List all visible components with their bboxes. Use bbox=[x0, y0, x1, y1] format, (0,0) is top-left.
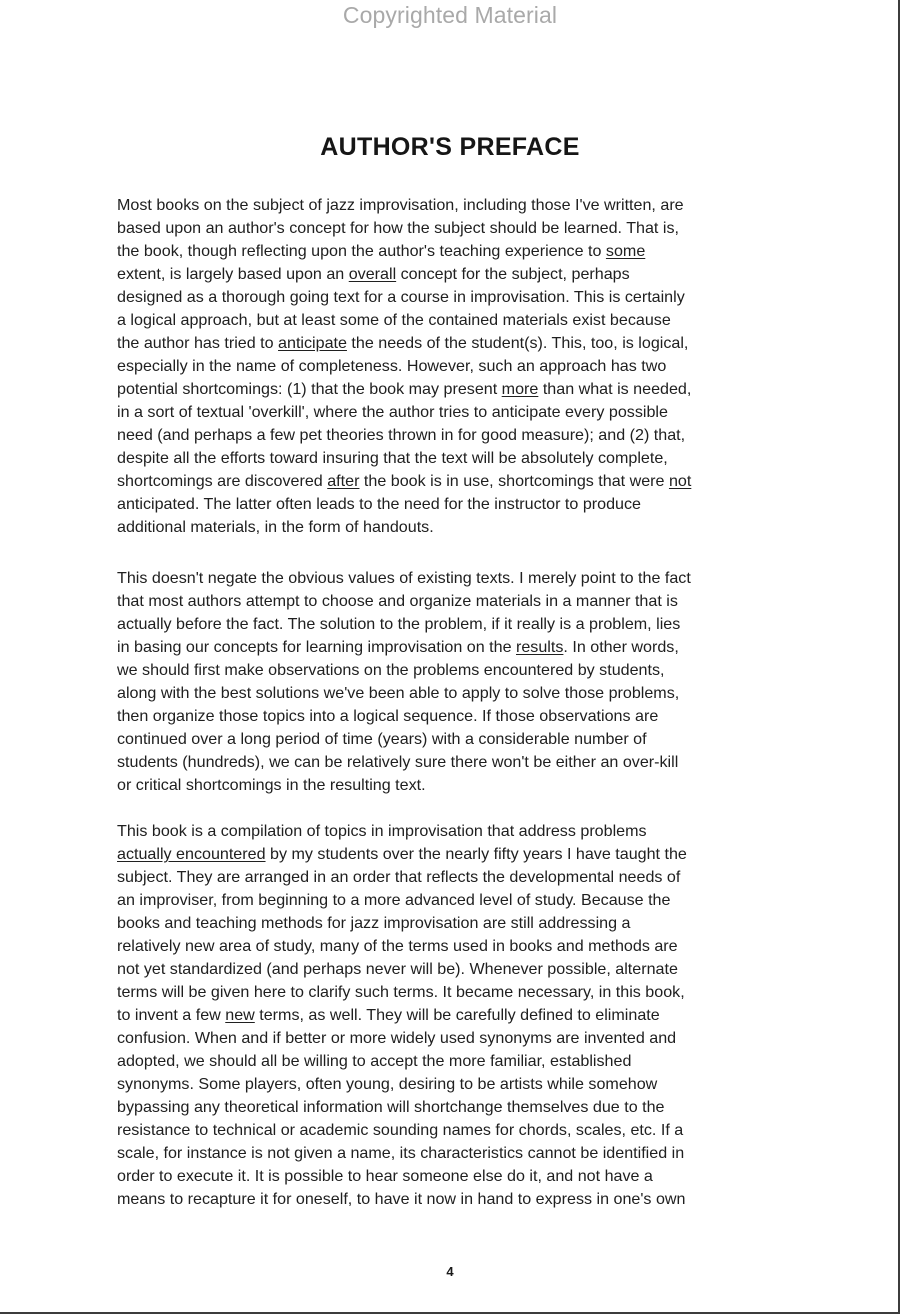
text-line bbox=[117, 774, 797, 797]
underlined-emphasis: after bbox=[327, 472, 360, 490]
text-line bbox=[117, 659, 797, 682]
text-line bbox=[117, 1165, 797, 1188]
text-run: the book is in use, shortcomings that were bbox=[359, 472, 669, 490]
text-run: designed as a thorough going text for a course in improvisation. This is certainly bbox=[117, 288, 685, 306]
text-run: anticipated. The latter often leads to the need for the instructor to produce bbox=[117, 495, 641, 513]
text-line bbox=[117, 705, 797, 728]
text-line bbox=[117, 470, 797, 493]
text-run: adopted, we should all be willing to accept the more familiar, established bbox=[117, 1052, 632, 1070]
underlined-emphasis: not bbox=[668, 472, 692, 490]
text-run: by my students over the nearly fifty years I have taught the bbox=[265, 845, 687, 863]
text-run: that most authors attempt to choose and organize materials in a manner that is bbox=[117, 592, 678, 610]
underlined-emphasis: new bbox=[225, 1006, 255, 1024]
text-line bbox=[117, 1027, 797, 1050]
text-line bbox=[117, 590, 797, 613]
text-run: along with the best solutions we've been able to apply to solve those problems, bbox=[117, 684, 680, 702]
text-line bbox=[117, 613, 797, 636]
text-run: subject. They are arranged in an order that reflects the developmental needs of bbox=[117, 868, 681, 886]
text-line bbox=[117, 309, 797, 332]
text-run: the book, though reflecting upon the author's teaching experience to bbox=[117, 242, 606, 260]
text-run: order to execute it. It is possible to hear someone else do it, and not have a bbox=[117, 1167, 653, 1185]
text-run: terms, as well. They will be carefully defined to eliminate bbox=[254, 1006, 660, 1024]
text-run: extent, is largely based upon an bbox=[117, 265, 349, 283]
text-run: the author has tried to bbox=[117, 334, 279, 352]
text-line bbox=[117, 447, 797, 470]
text-line bbox=[117, 935, 797, 958]
text-line bbox=[117, 1096, 797, 1119]
text-line bbox=[117, 682, 797, 705]
underlined-emphasis: overall bbox=[348, 265, 397, 283]
text-run: in basing our concepts for learning improvisation on the bbox=[117, 638, 516, 656]
underlined-emphasis: some bbox=[605, 242, 646, 260]
text-run: means to recapture it for oneself, to have it now in hand to express in one's own bbox=[117, 1190, 686, 1208]
text-line bbox=[117, 516, 797, 539]
text-line bbox=[117, 981, 797, 1004]
text-line bbox=[117, 332, 797, 355]
text-line bbox=[117, 912, 797, 935]
text-line bbox=[117, 217, 797, 240]
text-run: students (hundreds), we can be relatively sure there won't be either an over-kill bbox=[117, 753, 679, 771]
text-run: in a sort of textual 'overkill', where the author tries to anticipate every possible bbox=[117, 403, 668, 421]
text-run: concept for the subject, perhaps bbox=[396, 265, 630, 283]
text-run: confusion. When and if better or more widely used synonyms are invented and bbox=[117, 1029, 677, 1047]
text-run: terms will be given here to clarify such terms. It became necessary, in this book, bbox=[117, 983, 685, 1001]
text-line bbox=[117, 820, 797, 843]
text-line bbox=[117, 728, 797, 751]
text-run: shortcomings are discovered bbox=[117, 472, 328, 490]
text-run: despite all the efforts toward insuring that the text will be absolutely complete, bbox=[117, 449, 668, 467]
text-run: resistance to technical or academic sounding names for chords, scales, etc. If a bbox=[117, 1121, 684, 1139]
text-run: This doesn't negate the obvious values of existing texts. I merely point to the fact bbox=[117, 569, 691, 587]
underlined-emphasis: more bbox=[501, 380, 539, 398]
text-run: based upon an author's concept for how the subject should be learned. That is, bbox=[117, 219, 679, 237]
text-line bbox=[117, 889, 797, 912]
text-run: not yet standardized (and perhaps never will be). Whenever possible, alternate bbox=[117, 960, 678, 978]
body-paragraph-1 bbox=[117, 194, 797, 539]
text-line bbox=[117, 194, 797, 217]
underlined-emphasis: actually encountered bbox=[117, 845, 266, 863]
text-line bbox=[117, 843, 797, 866]
text-line bbox=[117, 355, 797, 378]
text-run: Most books on the subject of jazz improvisation, including those I've written, are bbox=[117, 196, 684, 214]
text-line bbox=[117, 240, 797, 263]
text-line bbox=[117, 424, 797, 447]
page-title: AUTHOR'S PREFACE bbox=[320, 133, 580, 161]
text-run: actually before the fact. The solution to the problem, if it really is a problem, lies bbox=[117, 615, 681, 633]
text-run: or critical shortcomings in the resulting text. bbox=[117, 776, 426, 794]
text-line bbox=[117, 493, 797, 516]
text-run: bypassing any theoretical information will shortchange themselves due to the bbox=[117, 1098, 665, 1116]
text-line bbox=[117, 567, 797, 590]
body-paragraph-2 bbox=[117, 567, 797, 797]
text-run: the needs of the student(s). This, too, is logical, bbox=[346, 334, 689, 352]
text-run: we should first make observations on the problems encountered by students, bbox=[117, 661, 665, 679]
text-run: then organize those topics into a logical sequence. If those observations are bbox=[117, 707, 659, 725]
text-run: relatively new area of study, many of the terms used in books and methods are bbox=[117, 937, 678, 955]
text-line bbox=[117, 1142, 797, 1165]
text-line bbox=[117, 1188, 797, 1211]
text-line bbox=[117, 286, 797, 309]
text-run: books and teaching methods for jazz improvisation are still addressing a bbox=[117, 914, 631, 932]
text-run: additional materials, in the form of handouts. bbox=[117, 518, 434, 536]
text-line bbox=[117, 866, 797, 889]
text-line bbox=[117, 636, 797, 659]
text-line bbox=[117, 1119, 797, 1142]
body-paragraph-3 bbox=[117, 820, 797, 1211]
text-run: potential shortcomings: (1) that the book may present bbox=[117, 380, 502, 398]
text-run: especially in the name of completeness. However, such an approach has two bbox=[117, 357, 667, 375]
underlined-emphasis: results bbox=[516, 638, 564, 656]
text-line bbox=[117, 263, 797, 286]
text-run: than what is needed, bbox=[538, 380, 692, 398]
text-run: an improviser, from beginning to a more advanced level of study. Because the bbox=[117, 891, 671, 909]
text-run: synonyms. Some players, often young, desiring to be artists while somehow bbox=[117, 1075, 658, 1093]
text-run: . In other words, bbox=[563, 638, 679, 656]
text-line bbox=[117, 751, 797, 774]
page-number: 4 bbox=[446, 1264, 454, 1279]
text-run: a logical approach, but at least some of the contained materials exist because bbox=[117, 311, 671, 329]
underlined-emphasis: anticipate bbox=[278, 334, 347, 352]
text-line bbox=[117, 1050, 797, 1073]
text-line bbox=[117, 378, 797, 401]
text-run: need (and perhaps a few pet theories thrown in for good measure); and (2) that, bbox=[117, 426, 686, 444]
copyright-watermark: Copyrighted Material bbox=[342, 2, 558, 28]
text-line bbox=[117, 401, 797, 424]
text-run: scale, for instance is not given a name, its characteristics cannot be identified in bbox=[117, 1144, 685, 1162]
text-line bbox=[117, 958, 797, 981]
text-line bbox=[117, 1073, 797, 1096]
text-run: This book is a compilation of topics in improvisation that address problems bbox=[117, 822, 647, 840]
text-run: continued over a long period of time (years) with a considerable number of bbox=[117, 730, 647, 748]
text-line bbox=[117, 1004, 797, 1027]
text-run: to invent a few bbox=[117, 1006, 226, 1024]
